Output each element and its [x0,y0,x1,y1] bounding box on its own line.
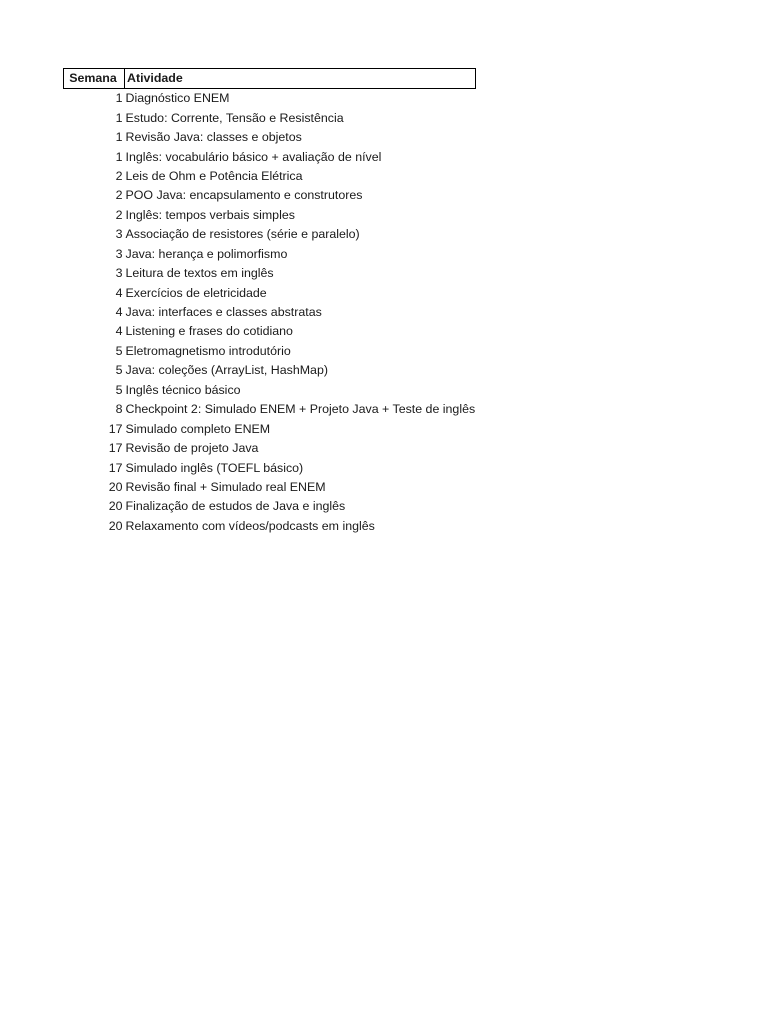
week-cell: 4 [115,305,123,320]
activity-cell: Java: interfaces e classes abstratas [125,305,322,320]
activity-cell: Inglês: vocabulário básico + avaliação de nível [125,149,382,164]
activity-cell: POO Java: encapsulamento e construtores [125,188,363,203]
activity-cell: Finalização de estudos de Java e inglês [125,499,346,514]
table-row [64,245,476,264]
week-cell: 5 [115,343,123,358]
table-row [64,128,476,147]
activity-cell: Revisão Java: classes e objetos [125,130,302,145]
table-row [64,147,476,166]
activity-cell: Associação de resistores (série e paralelo) [125,227,360,242]
header-atividade: Atividade [125,69,476,89]
activity-cell: Leis de Ohm e Potência Elétrica [125,168,303,183]
table-row [64,478,476,497]
table-row [64,283,476,302]
activity-cell: Leitura de textos em inglês [125,266,274,281]
week-cell: 17 [108,441,123,456]
week-cell: 5 [115,363,123,378]
week-cell: 1 [115,91,123,106]
activity-cell: Simulado completo ENEM [125,421,271,436]
table-row [64,517,476,536]
table-row [64,167,476,186]
week-cell: 3 [115,266,123,281]
table-row [64,497,476,516]
table-row [64,225,476,244]
activity-cell: Eletromagnetismo introdutório [125,343,291,358]
week-cell: 2 [115,168,123,183]
table-row [64,186,476,205]
week-cell: 3 [115,246,123,261]
week-cell: 20 [108,479,123,494]
activity-cell: Listening e frases do cotidiano [125,324,293,339]
activity-cell: Simulado inglês (TOEFL básico) [125,460,304,475]
activity-cell: Checkpoint 2: Simulado ENEM + Projeto Java + Teste de inglês [125,402,476,417]
table-row [64,108,476,127]
table-row [64,361,476,380]
table-row [64,400,476,419]
table-row [64,342,476,361]
activity-cell: Estudo: Corrente, Tensão e Resistência [125,110,344,125]
schedule-table [63,68,476,536]
week-cell: 20 [108,499,123,514]
activity-cell: Java: coleções (ArrayList, HashMap) [125,363,328,378]
week-cell: 20 [108,518,123,533]
table-row [64,439,476,458]
table-row [64,419,476,438]
table-row [64,322,476,341]
week-cell: 2 [115,207,123,222]
activity-cell: Relaxamento com vídeos/podcasts em inglês [125,518,375,533]
activity-cell: Inglês técnico básico [125,382,241,397]
activity-cell: Exercícios de eletricidade [125,285,267,300]
week-cell: 2 [115,188,123,203]
week-cell: 5 [115,382,123,397]
week-cell: 17 [108,460,123,475]
week-cell: 17 [108,421,123,436]
week-cell: 8 [115,402,123,417]
schedule-sheet [63,68,476,536]
header-semana: Semana [64,69,125,89]
activity-cell: Revisão final + Simulado real ENEM [125,479,326,494]
week-cell: 1 [115,149,123,164]
table-row [64,89,476,109]
table-row [64,264,476,283]
table-row [64,458,476,477]
table-row [64,381,476,400]
table-body [64,89,476,537]
week-cell: 4 [115,285,123,300]
week-cell: 3 [115,227,123,242]
table-row [64,206,476,225]
table-row [64,303,476,322]
week-cell: 1 [115,130,123,145]
header-row [64,69,476,89]
activity-cell: Inglês: tempos verbais simples [125,207,295,222]
week-cell: 4 [115,324,123,339]
week-cell: 1 [115,110,123,125]
activity-cell: Java: herança e polimorfismo [125,246,288,261]
activity-cell: Diagnóstico ENEM [125,91,230,106]
activity-cell: Revisão de projeto Java [125,441,259,456]
